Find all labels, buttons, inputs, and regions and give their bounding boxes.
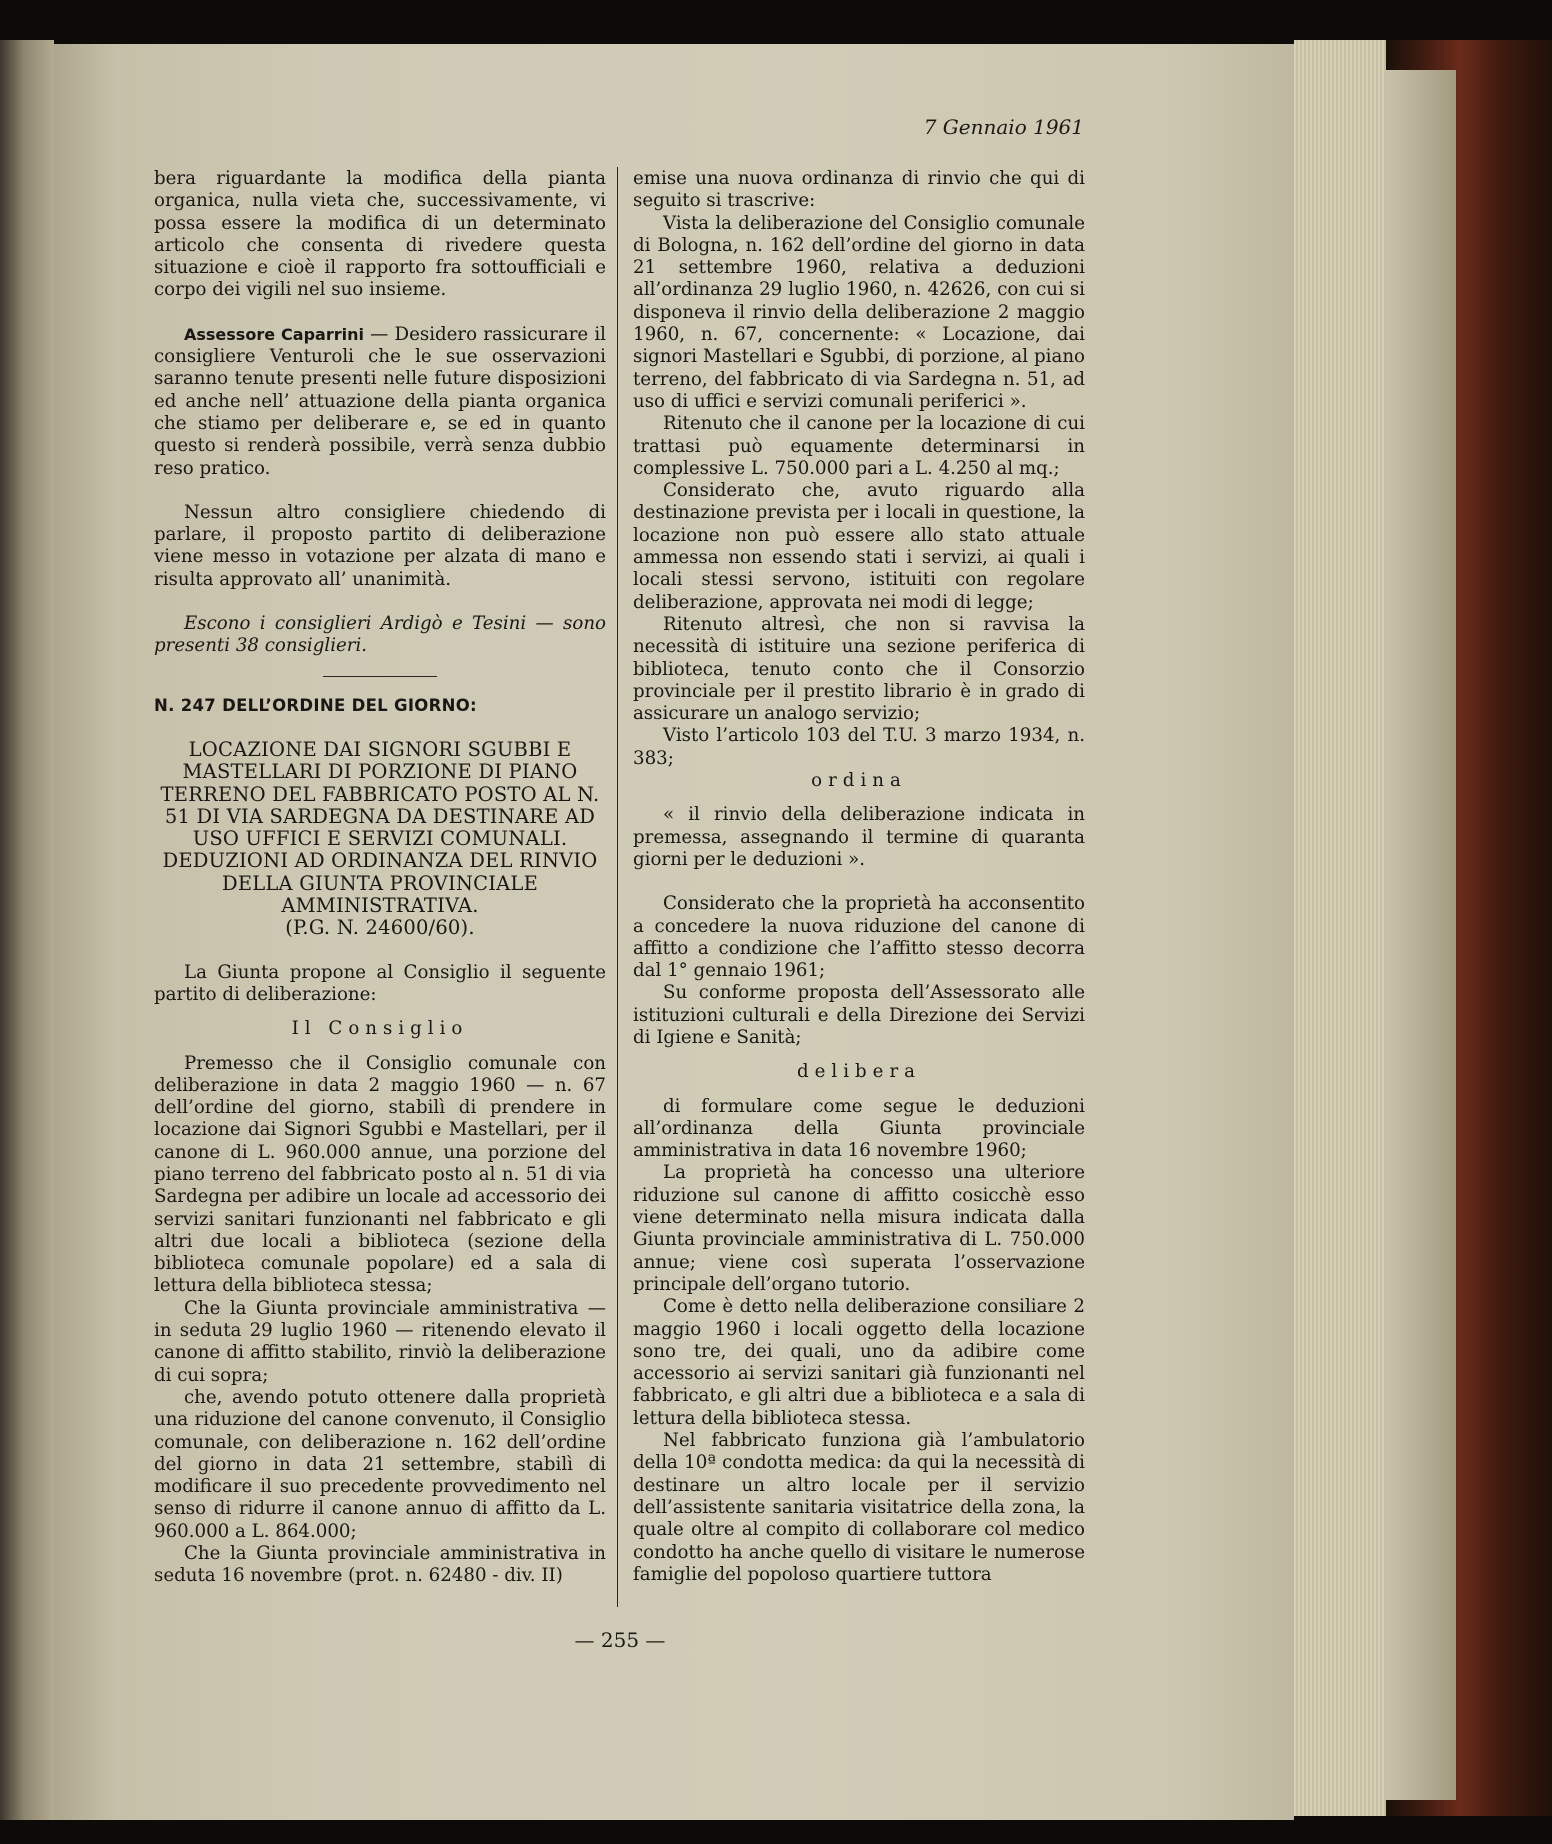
right-column	[633, 168, 1085, 1586]
delibera-heading: delibera	[797, 1061, 921, 1083]
paragraph: Considerato che, avuto riguardo alla destinazione prevista per i locali in questione, la locazione non può essere allo stato attuale ammessa non essendo stati i servizi, ai quali i locali stessi servono, istituiti con regolare deliberazione, approvata nei modi di legge;	[633, 480, 1085, 613]
paragraph: Considerato che la proprietà ha acconsentito a concedere la nuova riduzione del canone di affitto a condizione che l’affitto stesso decorra dal 1° gennaio 1961;	[633, 893, 1085, 982]
paragraph: Come è detto nella deliberazione consiliare 2 maggio 1960 i locali oggetto della locazione sono tre, dei quali, uno da adibire come accessorio ai servizi sanitari già funzionanti nel fabbricato, e gli altri due a biblioteca e a sala di lettura della biblioteca stessa.	[633, 1296, 1085, 1429]
speaker-text: — Desidero rassicurare il consigliere Venturoli che le sue osservazioni saranno tenute presenti nelle future disposizioni ed anche nell’ attuazione della pianta organica che stiamo per deliberare e, se ed in quanto questo si renderà possibile, verrà senza dubbio reso pratico.	[154, 323, 606, 479]
column-divider	[617, 167, 618, 1607]
paragraph: di formulare come segue le deduzioni all’ordinanza della Giunta provinciale amministrativa in data 16 novembre 1960;	[633, 1095, 1085, 1162]
paragraph: emise una nuova ordinanza di rinvio che qui di seguito si trascrive:	[633, 168, 1085, 212]
paragraph: La proprietà ha concesso una ulteriore riduzione sul canone di affitto cosicchè esso viene determinato nella misura indicata dalla Giunta provinciale amministrativa di L. 750.000 annue; viene così superata l’osservazione principale dell’organo tutorio.	[633, 1162, 1085, 1295]
left-column	[154, 168, 606, 1588]
ordina-heading: ordina	[811, 770, 907, 792]
paragraph: Che la Giunta provinciale amministrativa in seduta 16 novembre (prot. n. 62480 - div. II)	[154, 1543, 606, 1587]
page-stack-edge	[1294, 40, 1386, 1816]
paragraph: bera riguardante la modifica della pianta organica, nulla vieta che, successivamente, vi possa essere la modifica di un determinato articolo che consenta di rivedere questa situazione e cioè il rapporto fra sottoufficiali e corpo dei vigili nel suo insieme.	[154, 168, 606, 301]
paragraph: Premesso che il Consiglio comunale con deliberazione in data 2 maggio 1960 — n. 67 dell’ordine del giorno, stabilì di prendere in locazione dai Signori Sgubbi e Mastellari, per il canone di L. 960.000 annue, una porzione del piano terreno del fabbricato posto al n. 51 di via Sardegna per adibire un locale ad accessorio dei servizi sanitari funzionanti nel fabbricato e gli altri due locali a biblioteca (sezione della biblioteca comunale popolare) ed a sala di lettura della biblioteca stessa;	[154, 1052, 606, 1297]
agenda-protocol: (P.G. N. 24600/60).	[285, 916, 475, 940]
section-rule	[323, 676, 437, 677]
paragraph: Ritenuto altresì, che non si ravvisa la necessità di istituire una sezione periferica di biblioteca, tenuto conto che il Consorzio provinciale per il prestito librario è in grado di assicurare un analogo servizio;	[633, 613, 1085, 725]
paragraph: Su conforme proposta dell’Assessorato alle istituzioni culturali e della Direzione dei Servizi di Igiene e Sanità;	[633, 982, 1085, 1048]
paragraph: Nessun altro consigliere chiedendo di parlare, il proposto partito di deliberazione viene messo in votazione per alzata di mano e risulta approvato all’ unanimità.	[154, 501, 606, 590]
paragraph: che, avendo potuto ottenere dalla proprietà una riduzione del canone convenuto, il Consiglio comunale, con deliberazione n. 162 dell’ordine del giorno in data 21 settembre, stabilì di modificare il suo precedente provvedimento nel senso di ridurre il canone annuo di affitto da L. 960.000 a L. 864.000;	[154, 1386, 606, 1542]
paragraph: Ritenuto che il canone per la locazione di cui trattasi può equamente determinarsi in complessive L. 750.000 pari a L. 4.250 al mq.;	[633, 413, 1085, 479]
paragraph: Nel fabbricato funziona già l’ambulatorio della 10ª condotta medica: da qui la necessità di destinare un altro locale per il servizio dell’assistente sanitaria visitatrice della zona, la quale oltre al compito di collaborare col medico condotto ha anche quello di visitare le numerose famiglie del popoloso quartiere tuttora	[633, 1430, 1085, 1585]
speaker-name: Assessore Caparrini	[184, 324, 364, 344]
quoted-ordinance: « il rinvio della deliberazione indicata in premessa, assegnando il termine di quaranta giorni per le deduzioni ».	[633, 804, 1085, 870]
attendance-note: Escono i consiglieri Ardigò e Tesini — sono presenti 38 consiglieri.	[154, 613, 606, 657]
agenda-title: LOCAZIONE DAI SIGNORI SGUBBI E MASTELLARI DI PORZIONE DI PIANO TERRENO DEL FABBRICATO POSTO AL N. 51 DI VIA SARDEGNA DA DESTINARE AD USO UFFICI E SERVIZI COMUNALI. DEDUZIONI AD ORDINANZA DEL RINVIO DELLA GIUNTA PROVINCIALE AMMINISTRATIVA.	[160, 737, 600, 918]
consiglio-heading: Il Consiglio	[291, 1018, 469, 1040]
page-header-date: 7 Gennaio 1961	[923, 115, 1084, 139]
agenda-heading: N. 247 DELL’ORDINE DEL GIORNO:	[154, 695, 477, 715]
paragraph: Vista la deliberazione del Consiglio comunale di Bologna, n. 162 dell’ordine del giorno in data 21 settembre 1960, relativa a deduzioni all’ordinanza 29 luglio 1960, n. 42626, con cui si disponeva il rinvio della deliberazione 2 maggio 1960, n. 67, concernente: « Locazione, dai signori Mastellari e Sgubbi, di porzione, al piano terreno, del fabbricato di via Sardegna n. 51, ad uso di uffici e servizi comunali periferici ».	[633, 212, 1085, 412]
book-left-edge	[0, 40, 54, 1820]
book-cover-band	[1386, 70, 1456, 1800]
paragraph: La Giunta propone al Consiglio il seguente partito di deliberazione:	[154, 961, 606, 1005]
speaker-paragraph	[154, 324, 606, 480]
paragraph: Che la Giunta provinciale amministrativa — in seduta 29 luglio 1960 — ritenendo elevato il canone di affitto stabilito, rinviò la deliberazione di cui sopra;	[154, 1297, 606, 1386]
page-number: — 255 —	[574, 1628, 666, 1652]
paragraph: Visto l’articolo 103 del T.U. 3 marzo 1934, n. 383;	[633, 725, 1085, 769]
